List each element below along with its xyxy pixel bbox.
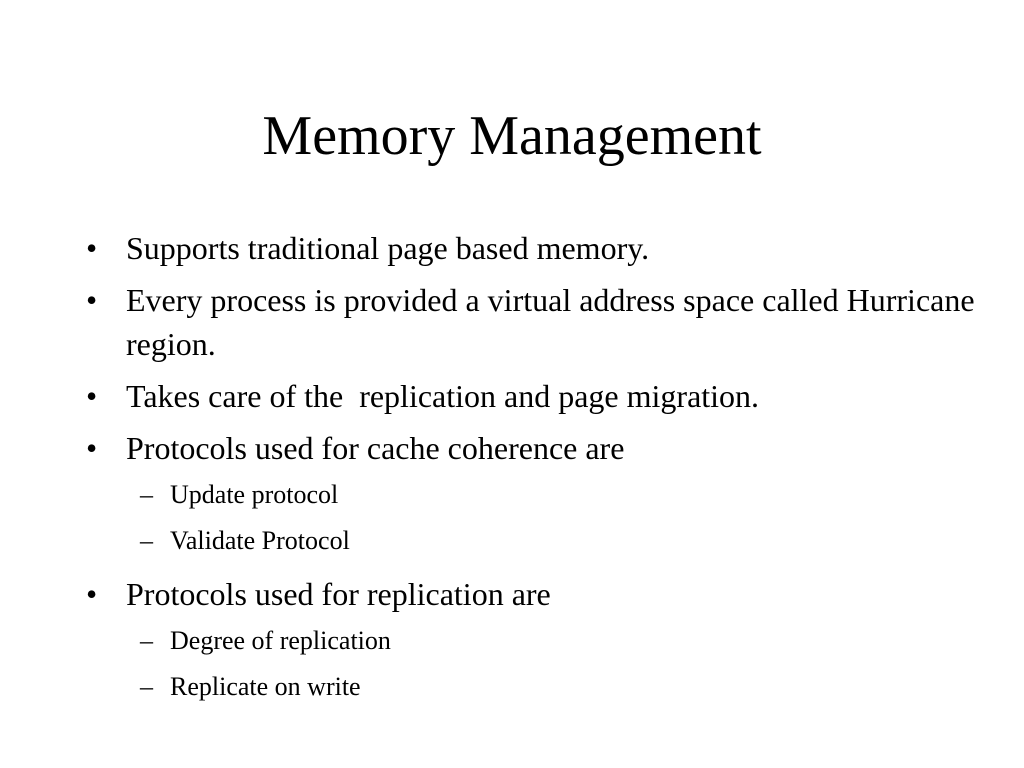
sub-bullet-marker: – — [140, 672, 153, 701]
sub-bullet-marker: – — [140, 526, 153, 555]
sub-bullet-item — [126, 472, 984, 518]
bullet-marker: • — [86, 576, 98, 612]
sub-bullet-item — [126, 618, 984, 664]
bullet-list — [0, 226, 1024, 718]
sub-bullet-text: Update protocol — [170, 480, 339, 509]
sub-bullet-marker: – — [140, 626, 153, 655]
sub-bullet-text: Replicate on write — [170, 672, 361, 701]
sub-bullet-text: Validate Protocol — [170, 526, 350, 555]
bullet-marker: • — [86, 430, 98, 466]
bullet-text: Supports traditional page based memory. — [126, 230, 650, 266]
bullet-text: Protocols used for replication are — [126, 576, 551, 612]
bullet-item — [0, 426, 1024, 564]
bullet-text: Every process is provided a virtual address space called Hurricane region. — [126, 282, 975, 362]
sub-bullet-list — [126, 472, 984, 564]
bullet-text: Takes care of the replication and page migration. — [126, 378, 760, 414]
bullet-marker: • — [86, 230, 98, 266]
bullet-marker: • — [86, 282, 98, 318]
slide-title: Memory Management — [262, 105, 762, 167]
bullet-item — [0, 278, 1024, 366]
bullet-item — [0, 572, 1024, 710]
bullet-item — [0, 226, 1024, 270]
bullet-text: Protocols used for cache coherence are — [126, 430, 625, 466]
sub-bullet-list — [126, 618, 984, 710]
sub-bullet-text: Degree of replication — [170, 626, 391, 655]
bullet-marker: • — [86, 378, 98, 414]
sub-bullet-item — [126, 518, 984, 564]
bullet-item — [0, 374, 1024, 418]
sub-bullet-marker: – — [140, 480, 153, 509]
sub-bullet-item — [126, 664, 984, 710]
